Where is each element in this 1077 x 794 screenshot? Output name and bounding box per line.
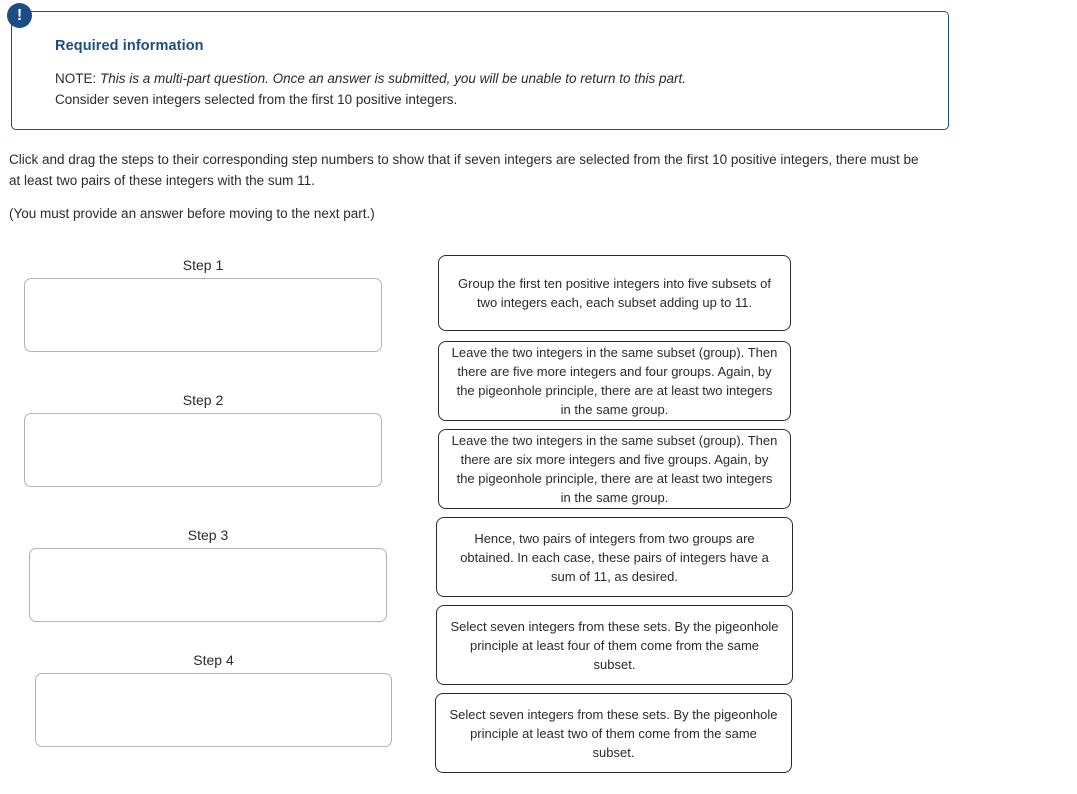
note-italic-text: This is a multi-part question. Once an answer is submitted, you will be unable to return to this part.: [96, 71, 687, 86]
question-prompt: Click and drag the steps to their corresponding step numbers to show that if seven integers are selected from the first 10 positive integers, there must be at least two pairs of these integers with the sum 11.: [9, 152, 919, 188]
note-label: NOTE:: [55, 71, 97, 86]
step-label-2: Step 2: [182, 392, 224, 408]
exclamation-icon: !: [7, 3, 32, 28]
draggable-option-card[interactable]: Leave the two integers in the same subset (group). Then there are six more integers and five groups. Again, by the pigeonhole principle, there are at least two integers in the same group.: [438, 429, 791, 509]
step-label-1: Step 1: [182, 257, 224, 273]
panel-title: Required information: [55, 38, 204, 54]
draggable-option-card[interactable]: Leave the two integers in the same subset (group). Then there are five more integers and four groups. Again, by the pigeonhole principle, there are at least two integers in the same group.: [438, 341, 791, 421]
note-second-line: Consider seven integers selected from the first 10 positive integers.: [55, 92, 458, 107]
draggable-option-card[interactable]: Group the first ten positive integers into five subsets of two integers each, each subset adding up to 11.: [438, 255, 791, 331]
draggable-option-card[interactable]: Select seven integers from these sets. By the pigeonhole principle at least two of them come from the same subset.: [435, 693, 792, 773]
step-label-4: Step 4: [193, 652, 234, 668]
question-sub-note: (You must provide an answer before moving to the next part.): [9, 206, 375, 221]
draggable-option-card[interactable]: Hence, two pairs of integers from two groups are obtained. In each case, these pairs of integers have a sum of 11, as desired.: [436, 517, 793, 597]
draggable-option-card[interactable]: Select seven integers from these sets. By the pigeonhole principle at least four of them come from the same subset.: [436, 605, 793, 685]
step-label-3: Step 3: [187, 527, 229, 543]
